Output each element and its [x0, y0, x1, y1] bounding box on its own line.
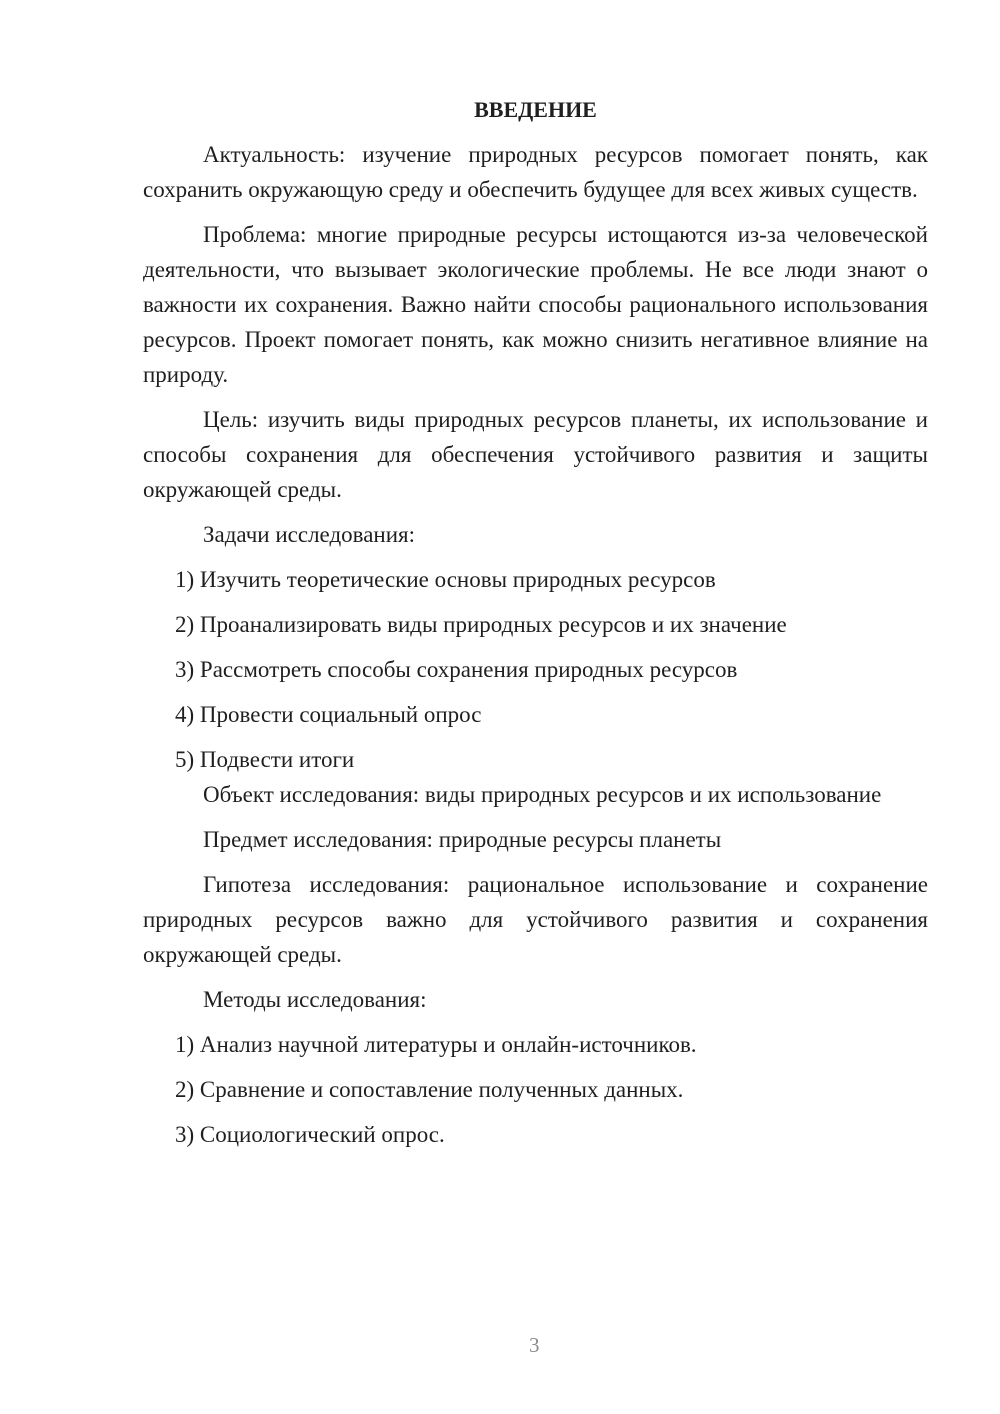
method-item: 1) Анализ научной литературы и онлайн-источников. — [175, 1032, 697, 1057]
object-paragraph: Объект исследования: виды природных ресурсов и их использование — [203, 782, 882, 807]
method-item: 2) Сравнение и сопоставление полученных данных. — [175, 1077, 684, 1102]
hypothesis-paragraph: Гипотеза исследования: рациональное использование и сохранение природных ресурсов важно для устойчивого развития и сохранения окружающей среды. — [143, 872, 928, 967]
page-number: 3 — [529, 1333, 540, 1357]
relevance-paragraph: Актуальность: изучение природных ресурсов помогает понять, как сохранить окружающую среду и обеспечить будущее для всех живых существ. — [143, 142, 928, 202]
methods-list — [143, 1027, 928, 1152]
tasks-list — [143, 562, 928, 777]
tasks-heading: Задачи исследования: — [203, 522, 416, 547]
task-item: 3) Рассмотреть способы сохранения природных ресурсов — [175, 657, 738, 682]
task-item: 5) Подвести итоги — [175, 747, 355, 772]
goal-paragraph: Цель: изучить виды природных ресурсов планеты, их использование и способы сохранения для обеспечения устойчивого развития и защиты окружающей среды. — [143, 407, 928, 502]
task-item: 4) Провести социальный опрос — [175, 702, 482, 727]
method-item: 3) Социологический опрос. — [175, 1122, 445, 1147]
page-content — [143, 96, 928, 1152]
task-item: 1) Изучить теоретические основы природных ресурсов — [175, 567, 716, 592]
problem-paragraph: Проблема: многие природные ресурсы истощаются из-за человеческой деятельности, что вызывает экологические проблемы. Не все люди знают о важности их сохранения. Важно найти способы рационального использования ресурсов. Проект помогает понять, как можно снизить негативное влияние на природу. — [143, 222, 928, 387]
task-item: 2) Проанализировать виды природных ресурсов и их значение — [175, 612, 787, 637]
subject-paragraph: Предмет исследования: природные ресурсы планеты — [203, 827, 722, 852]
methods-heading: Методы исследования: — [203, 987, 427, 1012]
page-title: ВВЕДЕНИЕ — [474, 97, 597, 122]
